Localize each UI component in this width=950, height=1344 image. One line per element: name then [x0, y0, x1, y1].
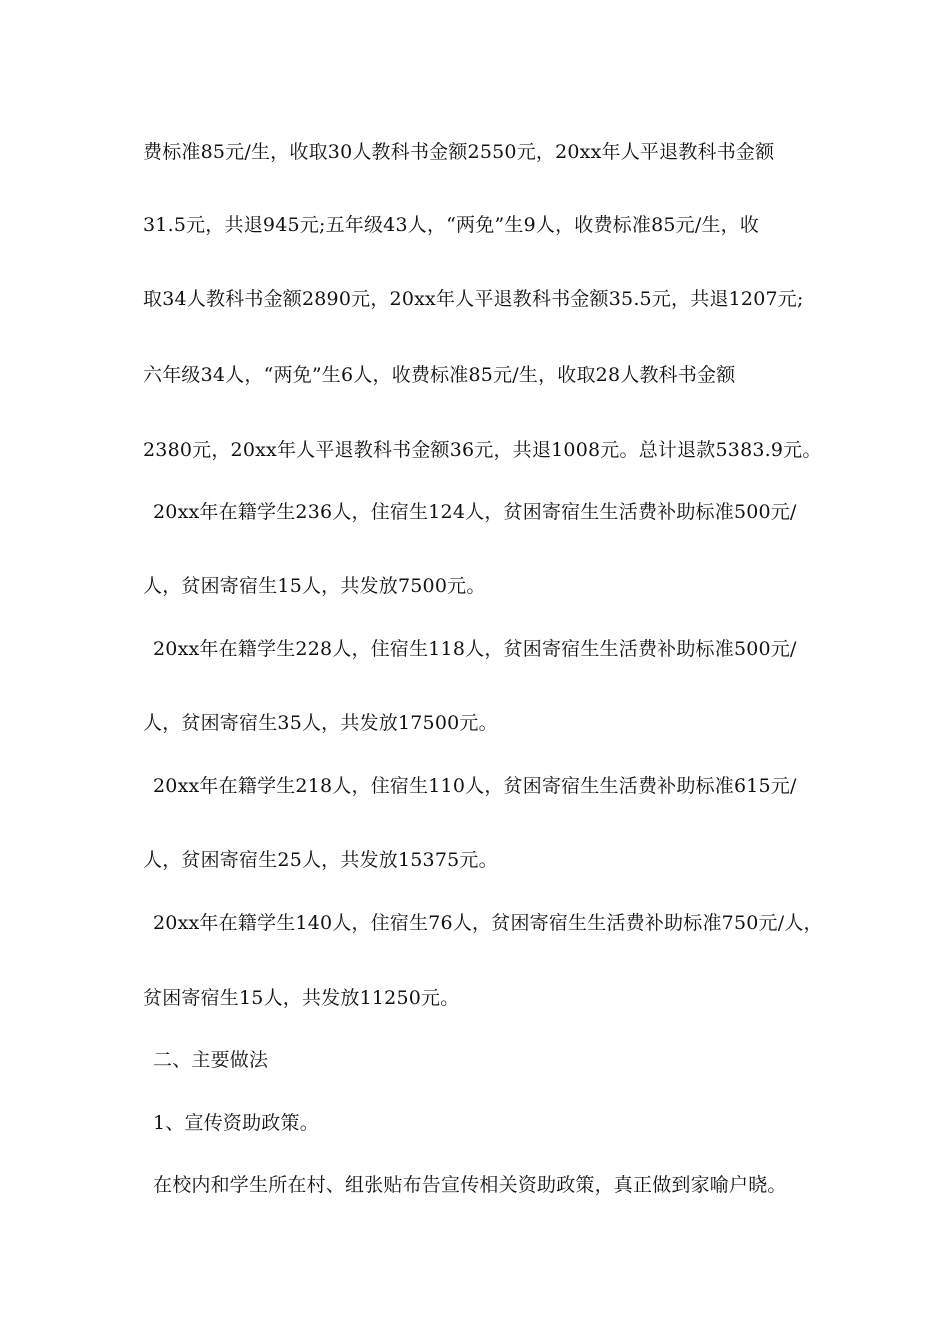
paragraph-line: 20xx年在籍学生218人，住宿生110人，贫困寄宿生生活费补助标准615元/: [153, 775, 797, 797]
paragraph-line: 2380元，20xx年人平退教科书金额36元，共退1008元。总计退款5383.9元。: [143, 439, 822, 461]
paragraph-line: 取34人教科书金额2890元，20xx年人平退教科书金额35.5元，共退1207元;: [143, 288, 804, 310]
paragraph-line: 贫困寄宿生15人，共发放11250元。: [143, 987, 460, 1009]
paragraph-line: 费标准85元/生，收取30人教科书金额2550元，20xx年人平退教科书金额: [143, 141, 775, 163]
paragraph-line: 31.5元，共退945元;五年级43人，“两免”生9人，收费标准85元/生，收: [143, 214, 760, 236]
paragraph-line: 20xx年在籍学生228人，住宿生118人，贫困寄宿生生活费补助标准500元/: [153, 638, 797, 660]
section-heading: 二、主要做法: [153, 1049, 269, 1071]
paragraph-line: 20xx年在籍学生140人，住宿生76人，贫困寄宿生生活费补助标准750元/人，: [153, 912, 823, 934]
paragraph-line: 在校内和学生所在村、组张贴布告宣传相关资助政策，真正做到家喻户晓。: [153, 1174, 787, 1196]
paragraph-line: 人，贫困寄宿生35人，共发放17500元。: [143, 712, 498, 734]
paragraph-line: 六年级34人，“两免”生6人，收费标准85元/生，收取28人教科书金额: [143, 364, 736, 386]
paragraph-line: 20xx年在籍学生236人，住宿生124人，贫困寄宿生生活费补助标准500元/: [153, 501, 797, 523]
paragraph-line: 人，贫困寄宿生25人，共发放15375元。: [143, 849, 498, 871]
paragraph-line: 人，贫困寄宿生15人，共发放7500元。: [143, 575, 486, 597]
subsection-heading: 1、宣传资助政策。: [153, 1112, 319, 1134]
